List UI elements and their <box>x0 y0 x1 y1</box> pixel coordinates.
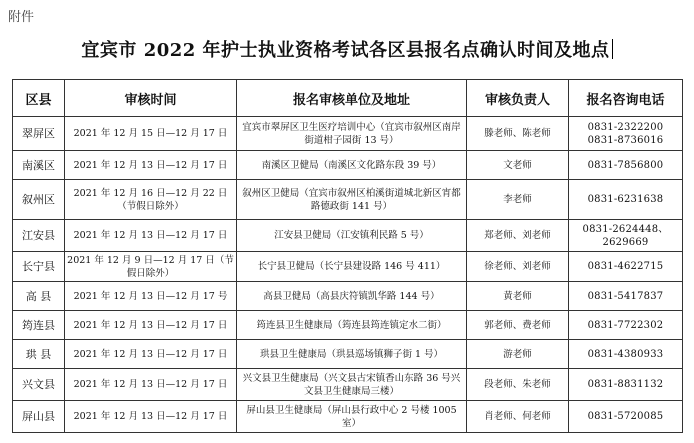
cell-phone: 0831-6231638 <box>569 180 683 220</box>
cell-phone: 0831-7722302 <box>569 311 683 340</box>
cell-district: 高 县 <box>13 282 65 311</box>
cell-phone: 0831-7856800 <box>569 151 683 180</box>
cell-phone: 0831-8831132 <box>569 369 683 401</box>
cell-time: 2021 年 12 月 13 日—12 月 17 日 <box>65 220 237 252</box>
cell-unit: 长宁县卫健局（长宁县建设路 146 号 411） <box>237 252 467 282</box>
page-title-text: 宜宾市 2022 年护士执业资格考试各区县报名点确认时间及地点 <box>81 40 610 61</box>
cell-time: 2021 年 12 月 13 日—12 月 17 日 <box>65 311 237 340</box>
cell-person: 黄老师 <box>467 282 569 311</box>
table-row <box>13 180 683 220</box>
header-review-time: 审核时间 <box>65 80 237 117</box>
cell-person: 文老师 <box>467 151 569 180</box>
cell-phone: 0831-5417837 <box>569 282 683 311</box>
cell-unit: 高县卫健局（高县庆符镇凯华路 144 号） <box>237 282 467 311</box>
cell-phone: 0831-4380933 <box>569 340 683 369</box>
cell-district: 叙州区 <box>13 180 65 220</box>
cell-district: 长宁县 <box>13 252 65 282</box>
page-title <box>0 36 694 62</box>
cell-person: 郑老师、刘老师 <box>467 220 569 252</box>
cell-district: 翠屏区 <box>13 117 65 151</box>
table-row <box>13 151 683 180</box>
table-row <box>13 220 683 252</box>
cell-unit: 兴文县卫生健康局（兴文县古宋镇香山东路 36 号兴文县卫生健康局三楼） <box>237 369 467 401</box>
cell-phone: 0831-4622715 <box>569 252 683 282</box>
attachment-label: 附件 <box>8 10 35 25</box>
table-row <box>13 369 683 401</box>
cell-district: 兴文县 <box>13 369 65 401</box>
cell-time: 2021 年 12 月 9 日—12 月 17 日（节假日除外） <box>65 252 237 282</box>
cell-district: 珙 县 <box>13 340 65 369</box>
cell-unit: 南溪区卫健局（南溪区文化路东段 39 号） <box>237 151 467 180</box>
header-phone: 报名咨询电话 <box>569 80 683 117</box>
cell-time: 2021 年 12 月 13 日—12 月 17 日 <box>65 369 237 401</box>
cell-person: 徐老师、刘老师 <box>467 252 569 282</box>
cell-unit: 宜宾市翠屏区卫生医疗培训中心（宜宾市叙州区南岸街道柑子园街 13 号） <box>237 117 467 151</box>
cell-person: 李老师 <box>467 180 569 220</box>
cell-person: 郭老师、费老师 <box>467 311 569 340</box>
cell-person: 肖老师、何老师 <box>467 401 569 433</box>
cell-time: 2021 年 12 月 13 日—12 月 17 日 <box>65 151 237 180</box>
table-row <box>13 401 683 433</box>
table-row <box>13 311 683 340</box>
cell-district: 屏山县 <box>13 401 65 433</box>
registration-table <box>12 79 683 433</box>
cell-unit: 屏山县卫生健康局（屏山县行政中心 2 号楼 1005 室） <box>237 401 467 433</box>
table-row <box>13 340 683 369</box>
cell-phone: 0831-2624448、2629669 <box>569 220 683 252</box>
table-row <box>13 252 683 282</box>
cell-person: 游老师 <box>467 340 569 369</box>
text-cursor <box>612 39 613 59</box>
cell-district: 南溪区 <box>13 151 65 180</box>
cell-time: 2021 年 12 月 16 日—12 月 22 日（节假日除外） <box>65 180 237 220</box>
header-district: 区县 <box>13 80 65 117</box>
header-person-in-charge: 审核负责人 <box>467 80 569 117</box>
cell-phone: 0831-2322200 0831-8736016 <box>569 117 683 151</box>
cell-phone: 0831-5720085 <box>569 401 683 433</box>
cell-district: 筠连县 <box>13 311 65 340</box>
table-header-row <box>13 80 683 117</box>
cell-time: 2021 年 12 月 15 日—12 月 17 日 <box>65 117 237 151</box>
table-row <box>13 117 683 151</box>
cell-time: 2021 年 12 月 13 日—12 月 17 日 <box>65 401 237 433</box>
cell-time: 2021 年 12 月 13 日—12 月 17 日 <box>65 340 237 369</box>
cell-person: 段老师、朱老师 <box>467 369 569 401</box>
header-unit-address: 报名审核单位及地址 <box>237 80 467 117</box>
cell-unit: 叙州区卫健局（宜宾市叙州区柏溪街道城北新区宵都路德政街 141 号） <box>237 180 467 220</box>
table-row <box>13 282 683 311</box>
cell-district: 江安县 <box>13 220 65 252</box>
cell-unit: 珙县卫生健康局（珙县巡场镇狮子街 1 号） <box>237 340 467 369</box>
cell-unit: 江安县卫健局（江安镇利民路 5 号） <box>237 220 467 252</box>
cell-person: 滕老师、陈老师 <box>467 117 569 151</box>
cell-unit: 筠连县卫生健康局（筠连县筠连镇定水二街） <box>237 311 467 340</box>
cell-time: 2021 年 12 月 13 日—12 月 17 号 <box>65 282 237 311</box>
